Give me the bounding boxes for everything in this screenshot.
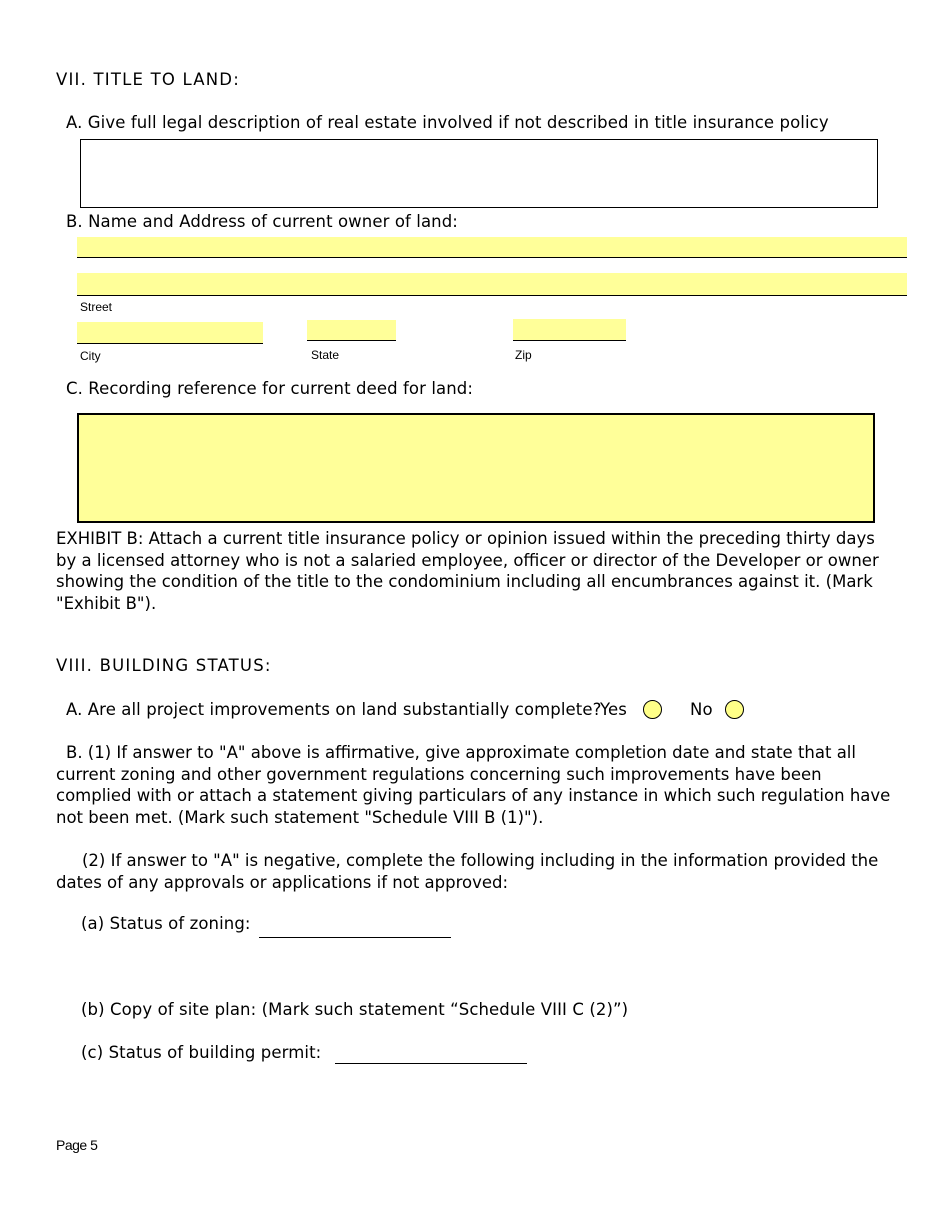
owner-name-field[interactable]	[77, 237, 907, 258]
item-b-label: B. Name and Address of current owner of land:	[66, 212, 458, 231]
zip-label: Zip	[515, 348, 532, 362]
state-field[interactable]	[307, 320, 396, 341]
zip-field[interactable]	[513, 319, 626, 341]
item-b2-text: (2) If answer to "A" is negative, complete the following including in the information provided the dates of any approvals or applications if not approved:	[56, 851, 879, 892]
zoning-status-label: (a) Status of zoning:	[81, 914, 251, 933]
city-label: City	[80, 349, 101, 363]
item-c-label: C. Recording reference for current deed for land:	[66, 379, 474, 398]
state-label: State	[311, 348, 340, 362]
section-7-heading: VII. TITLE TO LAND:	[56, 70, 240, 89]
page-number: Page 5	[56, 1137, 98, 1153]
recording-reference-field[interactable]	[77, 413, 875, 523]
site-plan-label: (b) Copy of site plan: (Mark such statement “Schedule VIII C (2)”)	[81, 1000, 629, 1019]
section-8-heading: VIII. BUILDING STATUS:	[56, 656, 272, 675]
no-label: No	[690, 700, 713, 719]
city-field[interactable]	[77, 322, 263, 344]
yes-label: Yes	[600, 700, 627, 719]
street-label: Street	[80, 300, 113, 314]
building-permit-label: (c) Status of building permit:	[81, 1043, 322, 1062]
street-field[interactable]	[77, 273, 907, 296]
yes-radio[interactable]	[643, 700, 662, 719]
item-a-question: A. Are all project improvements on land substantially complete?	[66, 700, 602, 719]
item-b1-text: B. (1) If answer to "A" above is affirmative, give approximate completion date and state that all current zoning and other government regulations concerning such improvements have been complied with or attach a statement giving particulars of any instance in which such regulation have not been met. (Mark such statement "Schedule VIII B (1)").	[56, 743, 891, 828]
no-radio[interactable]	[725, 700, 744, 719]
item-a-label: A. Give full legal description of real estate involved if not described in title insurance policy	[66, 113, 829, 132]
legal-description-field[interactable]	[80, 139, 878, 208]
exhibit-b-text: EXHIBIT B: Attach a current title insurance policy or opinion issued within the preceding thirty days by a licensed attorney who is not a salaried employee, officer or director of the Developer or owner showing the condition of the title to the condominium including all encumbrances against it. (Mark "Exhibit B").	[56, 529, 879, 614]
zoning-status-field[interactable]	[259, 937, 451, 938]
building-permit-field[interactable]	[335, 1063, 527, 1064]
